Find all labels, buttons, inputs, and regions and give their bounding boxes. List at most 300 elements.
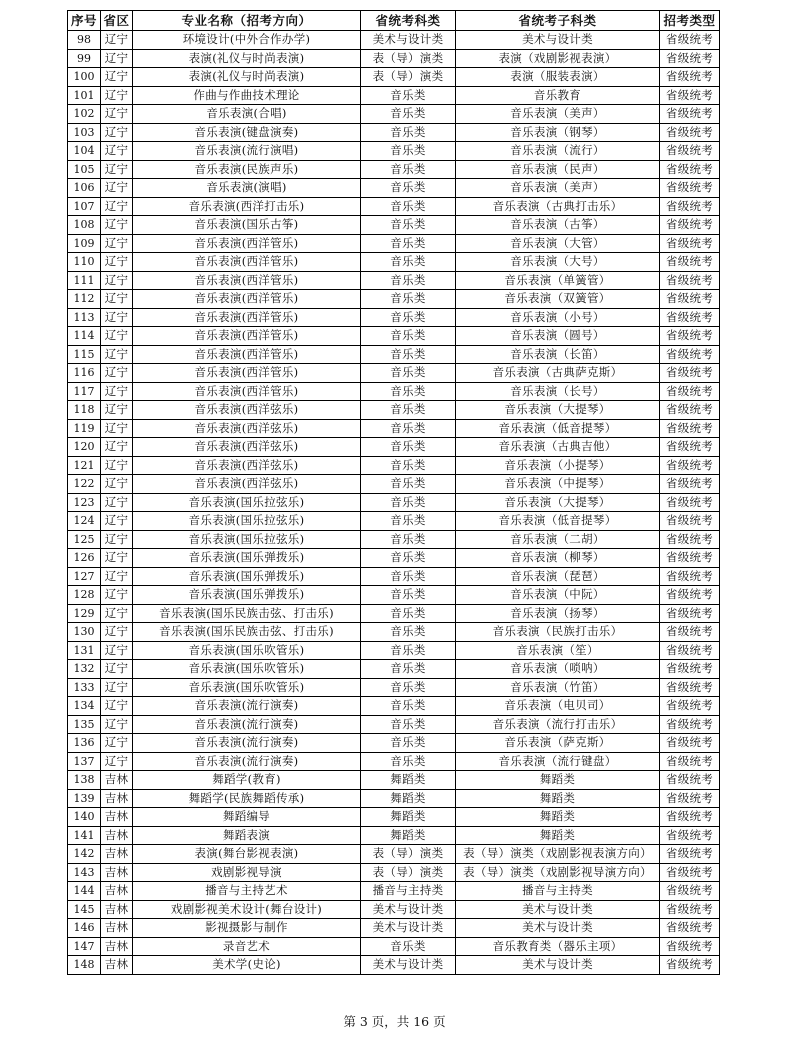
cell-exam-category: 表（导）演类	[361, 845, 456, 864]
cell-admission-type: 省级统考	[660, 678, 720, 697]
cell-major-name: 音乐表演(西洋管乐)	[133, 253, 361, 272]
cell-serial-number: 147	[68, 937, 101, 956]
cell-exam-subcategory: 音乐表演（低音提琴）	[456, 419, 660, 438]
cell-serial-number: 122	[68, 475, 101, 494]
cell-serial-number: 130	[68, 623, 101, 642]
cell-serial-number: 126	[68, 549, 101, 568]
cell-major-name: 舞蹈表演	[133, 826, 361, 845]
cell-major-name: 音乐表演(国乐吹管乐)	[133, 678, 361, 697]
cell-serial-number: 121	[68, 456, 101, 475]
cell-serial-number: 107	[68, 197, 101, 216]
cell-admission-type: 省级统考	[660, 438, 720, 457]
cell-serial-number: 109	[68, 234, 101, 253]
cell-exam-category: 音乐类	[361, 604, 456, 623]
cell-major-name: 音乐表演(西洋管乐)	[133, 345, 361, 364]
table-row	[68, 604, 720, 623]
cell-exam-subcategory: 表演（戏剧影视表演）	[456, 49, 660, 68]
table-row	[68, 105, 720, 124]
cell-exam-category: 音乐类	[361, 530, 456, 549]
table-row	[68, 586, 720, 605]
cell-admission-type: 省级统考	[660, 808, 720, 827]
cell-major-name: 音乐表演(演唱)	[133, 179, 361, 198]
table-row	[68, 512, 720, 531]
cell-serial-number: 132	[68, 660, 101, 679]
cell-exam-subcategory: 播音与主持类	[456, 882, 660, 901]
cell-province: 辽宁	[101, 123, 133, 142]
cell-serial-number: 131	[68, 641, 101, 660]
table-row	[68, 253, 720, 272]
table-row	[68, 401, 720, 420]
cell-serial-number: 143	[68, 863, 101, 882]
cell-exam-subcategory: 音乐表演（小提琴）	[456, 456, 660, 475]
cell-exam-category: 音乐类	[361, 142, 456, 161]
table-row	[68, 734, 720, 753]
cell-exam-subcategory: 音乐表演（大提琴）	[456, 493, 660, 512]
table-row	[68, 419, 720, 438]
table-row	[68, 530, 720, 549]
cell-major-name: 音乐表演(国乐拉弦乐)	[133, 493, 361, 512]
cell-province: 辽宁	[101, 586, 133, 605]
cell-exam-category: 音乐类	[361, 697, 456, 716]
cell-exam-subcategory: 音乐表演（长号）	[456, 382, 660, 401]
cell-province: 辽宁	[101, 530, 133, 549]
cell-province: 辽宁	[101, 697, 133, 716]
cell-exam-category: 音乐类	[361, 345, 456, 364]
table-row	[68, 438, 720, 457]
cell-province: 吉林	[101, 771, 133, 790]
cell-major-name: 音乐表演(西洋弦乐)	[133, 419, 361, 438]
cell-major-name: 音乐表演(西洋管乐)	[133, 271, 361, 290]
cell-major-name: 音乐表演(西洋管乐)	[133, 382, 361, 401]
cell-admission-type: 省级统考	[660, 530, 720, 549]
cell-admission-type: 省级统考	[660, 549, 720, 568]
cell-province: 辽宁	[101, 475, 133, 494]
cell-exam-subcategory: 音乐表演（中阮）	[456, 586, 660, 605]
cell-admission-type: 省级统考	[660, 216, 720, 235]
table-row	[68, 956, 720, 975]
cell-province: 辽宁	[101, 549, 133, 568]
table-row	[68, 826, 720, 845]
cell-exam-subcategory: 舞蹈类	[456, 826, 660, 845]
cell-exam-subcategory: 表（导）演类（戏剧影视导演方向）	[456, 863, 660, 882]
cell-major-name: 音乐表演(西洋弦乐)	[133, 438, 361, 457]
cell-admission-type: 省级统考	[660, 845, 720, 864]
cell-province: 辽宁	[101, 401, 133, 420]
table-row	[68, 475, 720, 494]
cell-admission-type: 省级统考	[660, 401, 720, 420]
cell-province: 辽宁	[101, 438, 133, 457]
cell-exam-subcategory: 音乐表演（流行）	[456, 142, 660, 161]
cell-admission-type: 省级统考	[660, 789, 720, 808]
cell-serial-number: 124	[68, 512, 101, 531]
header-admission-type: 招考类型	[660, 11, 720, 31]
cell-exam-subcategory: 音乐表演（古典打击乐）	[456, 197, 660, 216]
cell-major-name: 音乐表演(合唱)	[133, 105, 361, 124]
cell-major-name: 音乐表演(国乐民族击弦、打击乐)	[133, 604, 361, 623]
cell-admission-type: 省级统考	[660, 493, 720, 512]
cell-exam-category: 音乐类	[361, 586, 456, 605]
cell-province: 辽宁	[101, 641, 133, 660]
table-row	[68, 900, 720, 919]
cell-admission-type: 省级统考	[660, 160, 720, 179]
cell-admission-type: 省级统考	[660, 882, 720, 901]
table-row	[68, 197, 720, 216]
cell-exam-subcategory: 音乐表演（小号）	[456, 308, 660, 327]
cell-admission-type: 省级统考	[660, 271, 720, 290]
cell-exam-subcategory: 舞蹈类	[456, 771, 660, 790]
cell-major-name: 戏剧影视美术设计(舞台设计)	[133, 900, 361, 919]
cell-admission-type: 省级统考	[660, 364, 720, 383]
cell-exam-category: 表（导）演类	[361, 863, 456, 882]
cell-admission-type: 省级统考	[660, 197, 720, 216]
cell-admission-type: 省级统考	[660, 752, 720, 771]
cell-major-name: 表演(礼仪与时尚表演)	[133, 68, 361, 87]
cell-serial-number: 140	[68, 808, 101, 827]
cell-exam-category: 音乐类	[361, 216, 456, 235]
table-row	[68, 142, 720, 161]
table-row	[68, 882, 720, 901]
cell-exam-subcategory: 音乐表演（古筝）	[456, 216, 660, 235]
cell-serial-number: 128	[68, 586, 101, 605]
cell-admission-type: 省级统考	[660, 49, 720, 68]
table-row	[68, 345, 720, 364]
cell-admission-type: 省级统考	[660, 512, 720, 531]
cell-exam-subcategory: 音乐表演（电贝司）	[456, 697, 660, 716]
cell-exam-category: 音乐类	[361, 123, 456, 142]
table-row	[68, 290, 720, 309]
cell-exam-category: 美术与设计类	[361, 31, 456, 50]
cell-exam-subcategory: 音乐表演（大管）	[456, 234, 660, 253]
table-row	[68, 863, 720, 882]
cell-province: 吉林	[101, 937, 133, 956]
cell-exam-subcategory: 音乐教育	[456, 86, 660, 105]
cell-admission-type: 省级统考	[660, 327, 720, 346]
cell-serial-number: 113	[68, 308, 101, 327]
header-serial-number: 序号	[68, 11, 101, 31]
table-row	[68, 327, 720, 346]
cell-major-name: 音乐表演(西洋弦乐)	[133, 456, 361, 475]
cell-major-name: 舞蹈学(教育)	[133, 771, 361, 790]
cell-admission-type: 省级统考	[660, 863, 720, 882]
cell-exam-category: 音乐类	[361, 567, 456, 586]
cell-major-name: 音乐表演(国乐民族击弦、打击乐)	[133, 623, 361, 642]
cell-major-name: 音乐表演(西洋管乐)	[133, 308, 361, 327]
cell-province: 辽宁	[101, 86, 133, 105]
cell-admission-type: 省级统考	[660, 586, 720, 605]
cell-exam-category: 音乐类	[361, 419, 456, 438]
cell-serial-number: 104	[68, 142, 101, 161]
cell-admission-type: 省级统考	[660, 900, 720, 919]
cell-serial-number: 98	[68, 31, 101, 50]
cell-serial-number: 100	[68, 68, 101, 87]
cell-exam-category: 音乐类	[361, 493, 456, 512]
table-row	[68, 549, 720, 568]
page-number-label: 第 3 页，共 16 页	[343, 1014, 446, 1029]
cell-major-name: 音乐表演(国乐拉弦乐)	[133, 530, 361, 549]
cell-exam-category: 舞蹈类	[361, 771, 456, 790]
cell-province: 吉林	[101, 845, 133, 864]
cell-exam-category: 音乐类	[361, 678, 456, 697]
cell-exam-category: 音乐类	[361, 179, 456, 198]
cell-serial-number: 148	[68, 956, 101, 975]
cell-province: 吉林	[101, 882, 133, 901]
table-row	[68, 234, 720, 253]
cell-major-name: 音乐表演(流行演奏)	[133, 697, 361, 716]
cell-exam-subcategory: 美术与设计类	[456, 919, 660, 938]
cell-exam-category: 音乐类	[361, 937, 456, 956]
cell-major-name: 音乐表演(键盘演奏)	[133, 123, 361, 142]
cell-province: 辽宁	[101, 493, 133, 512]
cell-major-name: 音乐表演(西洋管乐)	[133, 364, 361, 383]
cell-admission-type: 省级统考	[660, 290, 720, 309]
cell-province: 辽宁	[101, 179, 133, 198]
table-row	[68, 678, 720, 697]
cell-serial-number: 114	[68, 327, 101, 346]
cell-admission-type: 省级统考	[660, 697, 720, 716]
cell-major-name: 音乐表演(国乐弹拨乐)	[133, 586, 361, 605]
table-row	[68, 660, 720, 679]
cell-exam-subcategory: 音乐表演（大提琴）	[456, 401, 660, 420]
page-footer	[0, 1012, 789, 1030]
table-row	[68, 771, 720, 790]
table-row	[68, 68, 720, 87]
table-row	[68, 456, 720, 475]
cell-serial-number: 142	[68, 845, 101, 864]
cell-province: 辽宁	[101, 752, 133, 771]
table-row	[68, 160, 720, 179]
cell-serial-number: 112	[68, 290, 101, 309]
cell-serial-number: 134	[68, 697, 101, 716]
table-row	[68, 567, 720, 586]
cell-exam-category: 音乐类	[361, 623, 456, 642]
cell-major-name: 音乐表演(民族声乐)	[133, 160, 361, 179]
cell-exam-subcategory: 音乐表演（竹笛）	[456, 678, 660, 697]
cell-exam-subcategory: 音乐表演（大号）	[456, 253, 660, 272]
cell-exam-subcategory: 音乐表演（流行打击乐）	[456, 715, 660, 734]
table-row	[68, 808, 720, 827]
cell-exam-category: 音乐类	[361, 734, 456, 753]
cell-exam-subcategory: 音乐表演（萨克斯）	[456, 734, 660, 753]
cell-admission-type: 省级统考	[660, 382, 720, 401]
cell-admission-type: 省级统考	[660, 660, 720, 679]
cell-major-name: 影视摄影与制作	[133, 919, 361, 938]
cell-serial-number: 105	[68, 160, 101, 179]
table-row	[68, 382, 720, 401]
table-row	[68, 623, 720, 642]
cell-exam-category: 音乐类	[361, 438, 456, 457]
cell-exam-category: 音乐类	[361, 456, 456, 475]
cell-exam-category: 音乐类	[361, 327, 456, 346]
cell-admission-type: 省级统考	[660, 308, 720, 327]
cell-serial-number: 116	[68, 364, 101, 383]
cell-exam-category: 音乐类	[361, 512, 456, 531]
cell-exam-category: 音乐类	[361, 253, 456, 272]
cell-major-name: 音乐表演(西洋弦乐)	[133, 401, 361, 420]
cell-admission-type: 省级统考	[660, 604, 720, 623]
cell-major-name: 表演(舞台影视表演)	[133, 845, 361, 864]
cell-major-name: 音乐表演(西洋打击乐)	[133, 197, 361, 216]
table-row	[68, 752, 720, 771]
cell-serial-number: 136	[68, 734, 101, 753]
cell-province: 吉林	[101, 863, 133, 882]
cell-admission-type: 省级统考	[660, 734, 720, 753]
cell-serial-number: 127	[68, 567, 101, 586]
cell-province: 辽宁	[101, 160, 133, 179]
cell-exam-category: 音乐类	[361, 364, 456, 383]
cell-exam-category: 音乐类	[361, 197, 456, 216]
cell-province: 辽宁	[101, 253, 133, 272]
cell-admission-type: 省级统考	[660, 86, 720, 105]
cell-province: 吉林	[101, 808, 133, 827]
cell-province: 辽宁	[101, 345, 133, 364]
cell-province: 辽宁	[101, 327, 133, 346]
cell-exam-category: 音乐类	[361, 234, 456, 253]
cell-serial-number: 129	[68, 604, 101, 623]
cell-province: 辽宁	[101, 604, 133, 623]
cell-exam-category: 音乐类	[361, 290, 456, 309]
cell-admission-type: 省级统考	[660, 123, 720, 142]
cell-major-name: 音乐表演(西洋弦乐)	[133, 475, 361, 494]
cell-serial-number: 146	[68, 919, 101, 938]
cell-exam-category: 音乐类	[361, 160, 456, 179]
cell-serial-number: 118	[68, 401, 101, 420]
cell-exam-subcategory: 音乐表演（长笛）	[456, 345, 660, 364]
cell-admission-type: 省级统考	[660, 919, 720, 938]
cell-province: 辽宁	[101, 734, 133, 753]
cell-serial-number: 103	[68, 123, 101, 142]
cell-admission-type: 省级统考	[660, 715, 720, 734]
cell-major-name: 音乐表演(国乐弹拨乐)	[133, 549, 361, 568]
cell-exam-category: 音乐类	[361, 475, 456, 494]
cell-exam-category: 音乐类	[361, 715, 456, 734]
table-row	[68, 364, 720, 383]
cell-exam-subcategory: 音乐表演（中提琴）	[456, 475, 660, 494]
cell-exam-category: 音乐类	[361, 271, 456, 290]
cell-exam-category: 表（导）演类	[361, 49, 456, 68]
table-row	[68, 919, 720, 938]
cell-major-name: 音乐表演(西洋管乐)	[133, 290, 361, 309]
cell-province: 辽宁	[101, 216, 133, 235]
cell-exam-category: 播音与主持类	[361, 882, 456, 901]
cell-province: 辽宁	[101, 456, 133, 475]
table-row	[68, 937, 720, 956]
cell-serial-number: 101	[68, 86, 101, 105]
cell-major-name: 音乐表演(国乐吹管乐)	[133, 660, 361, 679]
cell-exam-subcategory: 音乐表演（美声）	[456, 105, 660, 124]
table-header-row	[68, 11, 720, 31]
table-row	[68, 49, 720, 68]
cell-exam-subcategory: 舞蹈类	[456, 808, 660, 827]
cell-admission-type: 省级统考	[660, 826, 720, 845]
cell-exam-subcategory: 舞蹈类	[456, 789, 660, 808]
table-row	[68, 715, 720, 734]
cell-major-name: 戏剧影视导演	[133, 863, 361, 882]
cell-serial-number: 123	[68, 493, 101, 512]
table-row	[68, 789, 720, 808]
cell-major-name: 作曲与作曲技术理论	[133, 86, 361, 105]
cell-exam-category: 美术与设计类	[361, 956, 456, 975]
cell-admission-type: 省级统考	[660, 105, 720, 124]
cell-admission-type: 省级统考	[660, 234, 720, 253]
cell-province: 辽宁	[101, 68, 133, 87]
cell-exam-subcategory: 音乐表演（钢琴）	[456, 123, 660, 142]
admissions-table-wrapper	[67, 10, 719, 975]
cell-admission-type: 省级统考	[660, 179, 720, 198]
table-row	[68, 179, 720, 198]
cell-major-name: 表演(礼仪与时尚表演)	[133, 49, 361, 68]
cell-province: 辽宁	[101, 290, 133, 309]
cell-exam-subcategory: 音乐表演（民声）	[456, 160, 660, 179]
cell-admission-type: 省级统考	[660, 771, 720, 790]
cell-province: 吉林	[101, 956, 133, 975]
cell-exam-subcategory: 音乐表演（古典吉他）	[456, 438, 660, 457]
cell-major-name: 音乐表演(西洋管乐)	[133, 327, 361, 346]
cell-province: 辽宁	[101, 419, 133, 438]
cell-exam-subcategory: 音乐表演（美声）	[456, 179, 660, 198]
cell-exam-subcategory: 音乐表演（笙）	[456, 641, 660, 660]
cell-serial-number: 138	[68, 771, 101, 790]
cell-serial-number: 119	[68, 419, 101, 438]
cell-serial-number: 144	[68, 882, 101, 901]
cell-admission-type: 省级统考	[660, 419, 720, 438]
cell-province: 辽宁	[101, 678, 133, 697]
cell-major-name: 音乐表演(流行演奏)	[133, 734, 361, 753]
table-row	[68, 86, 720, 105]
cell-province: 辽宁	[101, 142, 133, 161]
table-row	[68, 271, 720, 290]
cell-exam-subcategory: 音乐表演（圆号）	[456, 327, 660, 346]
cell-province: 辽宁	[101, 715, 133, 734]
cell-major-name: 播音与主持艺术	[133, 882, 361, 901]
cell-admission-type: 省级统考	[660, 567, 720, 586]
cell-province: 辽宁	[101, 382, 133, 401]
table-row	[68, 216, 720, 235]
cell-exam-category: 音乐类	[361, 86, 456, 105]
cell-serial-number: 145	[68, 900, 101, 919]
table-row	[68, 493, 720, 512]
cell-province: 辽宁	[101, 660, 133, 679]
cell-exam-subcategory: 表（导）演类（戏剧影视表演方向）	[456, 845, 660, 864]
cell-serial-number: 111	[68, 271, 101, 290]
cell-exam-subcategory: 音乐表演（低音提琴）	[456, 512, 660, 531]
cell-admission-type: 省级统考	[660, 31, 720, 50]
cell-major-name: 音乐表演(国乐拉弦乐)	[133, 512, 361, 531]
cell-major-name: 音乐表演(流行演奏)	[133, 752, 361, 771]
cell-major-name: 环境设计(中外合作办学)	[133, 31, 361, 50]
table-row	[68, 31, 720, 50]
cell-exam-category: 音乐类	[361, 308, 456, 327]
cell-major-name: 音乐表演(流行演唱)	[133, 142, 361, 161]
cell-exam-subcategory: 音乐表演（流行键盘）	[456, 752, 660, 771]
cell-province: 辽宁	[101, 364, 133, 383]
cell-serial-number: 117	[68, 382, 101, 401]
cell-exam-category: 音乐类	[361, 549, 456, 568]
cell-exam-subcategory: 音乐表演（琵琶）	[456, 567, 660, 586]
cell-province: 辽宁	[101, 31, 133, 50]
cell-serial-number: 115	[68, 345, 101, 364]
cell-serial-number: 102	[68, 105, 101, 124]
cell-exam-subcategory: 音乐教育类（器乐主项）	[456, 937, 660, 956]
cell-major-name: 舞蹈编导	[133, 808, 361, 827]
cell-exam-subcategory: 音乐表演（二胡）	[456, 530, 660, 549]
cell-exam-subcategory: 音乐表演（扬琴）	[456, 604, 660, 623]
cell-exam-category: 美术与设计类	[361, 919, 456, 938]
table-row	[68, 697, 720, 716]
cell-exam-subcategory: 美术与设计类	[456, 31, 660, 50]
cell-major-name: 音乐表演(国乐古筝)	[133, 216, 361, 235]
cell-province: 辽宁	[101, 105, 133, 124]
cell-exam-category: 音乐类	[361, 641, 456, 660]
